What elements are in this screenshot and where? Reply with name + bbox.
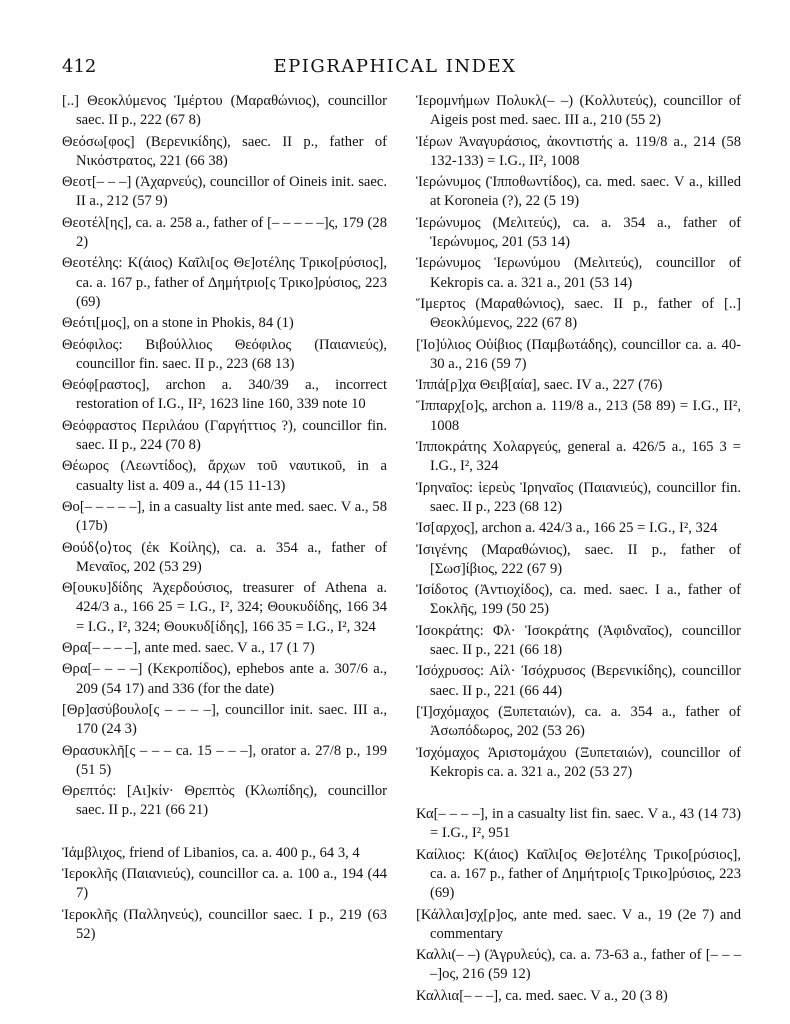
index-entry: [..] Θεοκλύμενος Ἱμέρτου (Μαραθώνιος), councillor saec. II p., 222 (67 8)	[62, 93, 387, 129]
index-entry: Ἱεροκλῆς (Παλληνεύς), councillor saec. I p., 219 (63 52)	[62, 906, 387, 942]
index-entry: Θεοτέλ[ης], ca. a. 258 a., father of [– – – – –]ς, 179 (28 2)	[62, 214, 387, 251]
index-entry: Θεόφραστος Περιλάου (Γαργήττιος ?), councillor fin. saec. II p., 224 (70 8)	[62, 417, 387, 454]
index-entry: Θεόφ[ραστος], archon a. 340/39 a., incorrect restoration of I.G., II², 1623 line 160, 339 note 10	[62, 377, 387, 413]
index-entry: Ἱερομνήμων Πολυκλ(– –) (Κολλυτεύς), councillor of Aigeis post med. saec. III a., 210 (55 2)	[416, 93, 741, 129]
index-entry: Ἱερώνυμος Ἱερωνύμου (Μελιτεύς), councillor of Kekropis ca. a. 321 a., 201 (53 14)	[416, 255, 741, 291]
index-entry: Ἱππά[ρ]χα Θειβ[αία], saec. IV a., 227 (76)	[416, 377, 663, 394]
index-entry: Ἱρηναῖος: ἱερεὺς Ἱρηναῖος (Παιανιεύς), councillor fin. saec. II p., 223 (68 12)	[416, 479, 741, 515]
index-entry: Καλλι(– –) (Ἀγρυλεύς), ca. a. 73-63 a., father of [– – – –]ος, 216 (59 12)	[416, 947, 741, 983]
index-entry: Ἰσχόμαχος Ἀριστομάχου (Ξυπεταιών), councillor of Kekropis ca. a. 321 a., 202 (53 27)	[416, 744, 741, 780]
index-entry: Ἰσιγένης (Μαραθώνιος), saec. II p., father of [Σωσ]ίβιος, 222 (67 9)	[416, 541, 741, 577]
index-entry: Ἱέρων Ἀναγυράσιος, ἀκοντιστής a. 119/8 a., 214 (58 132-133) = I.G., II², 1008	[416, 133, 741, 169]
index-entry: Ἱερώνυμος (Μελιτεύς), ca. a. 354 a., father of Ἱερώνυμος, 201 (53 14)	[416, 214, 741, 251]
index-entry: Θρασυκλῆ[ς – – – ca. 15 – – –], orator a. 27/8 p., 199 (51 5)	[62, 742, 387, 778]
index-entry: Καίλιος: Κ(άιος) Καῖλι[ος Θε]οτέλης Τρικο[ρύσιος], ca. a. 167 p., father of Δημήτριο[ς Τρικο]ρύσιος, 223 (69)	[416, 846, 741, 902]
index-entry: [Ἰ]σχόμαχος (Ξυπεταιών), ca. a. 354 a., father of Ἀσωπόδωρος, 202 (53 26)	[416, 703, 741, 740]
index-entry: Θούδ⟨ο⟩τος (ἐκ Κοίλης), ca. a. 354 a., father of Μεναῖος, 202 (53 29)	[62, 539, 387, 575]
index-entry: Ἰσίδοτος (Ἀντιοχίδος), ca. med. saec. I a., father of Σοκλῆς, 199 (50 25)	[416, 582, 741, 618]
index-entry: [Θρ]ασύβουλο[ς – – – –], councillor init. saec. III a., 170 (24 3)	[62, 701, 387, 738]
index-entry: Ἰσοκράτης: Φλ· Ἰσοκράτης (Ἀφιδναῖος), councillor saec. II p., 221 (66 18)	[416, 622, 741, 659]
running-title: EPIGRAPHICAL INDEX	[273, 56, 517, 77]
index-entry: Θεόσω[φος] (Βερενικίδης), saec. II p., father of Νικόστρατος, 221 (66 38)	[62, 133, 387, 169]
index-entry: Θεοτέλης: Κ(άιος) Καῖλι[ος Θε]οτέλης Τρικο[ρύσιος], ca. a. 167 p., father of Δημήτριο[ς Τρικο]ρύσιος, 223 (69)	[62, 255, 387, 310]
index-entry: Θρεπτός: [Αι]κίν· Θρεπτὸς (Κλωπίδης), councillor saec. II p., 221 (66 21)	[62, 783, 387, 819]
index-entry: Θεόφιλος: Βιβούλλιος Θεόφιλος (Παιανιεύς), councillor fin. saec. II p., 223 (68 13)	[62, 336, 387, 372]
index-entry: Ἱεροκλῆς (Παιανιεύς), councillor ca. a. 100 a., 194 (44 7)	[62, 865, 387, 902]
index-entry: Καλλια[– – –], ca. med. saec. V a., 20 (3 8)	[416, 987, 668, 1004]
index-entry: Ἰάμβλιχος, friend of Libanios, ca. a. 400 p., 64 3, 4	[62, 844, 360, 861]
index-entry: Ἰσόχρυσος: Αἰλ· Ἰσόχρυσος (Βερενικίδης), councillor saec. II p., 221 (66 44)	[416, 663, 741, 699]
left-column	[62, 92, 387, 946]
index-entry: [Ἰο]ύλιος Οὐίβιος (Παμβωτάδης), councillor ca. a. 40-30 a., 216 (59 7)	[416, 336, 741, 372]
index-entry: Θεοτ[– – –] (Ἀχαρνεύς), councillor of Oineis init. saec. II a., 212 (57 9)	[62, 174, 387, 210]
index-entry: Ἵππαρχ[ο]ς, archon a. 119/8 a., 213 (58 89) = I.G., II², 1008	[416, 398, 741, 434]
page-header	[62, 56, 728, 80]
page-number: 412	[62, 56, 97, 77]
index-entry: Θρα[– – – –], ante med. saec. V a., 17 (1 7)	[62, 640, 315, 657]
index-entry: Ἵμερτος (Μαραθώνιος), saec. II p., father of [..] Θεοκλύμενος, 222 (67 8)	[416, 295, 741, 332]
index-entry: Ἰσ[αρχος], archon a. 424/3 a., 166 25 = I.G., I², 324	[416, 520, 718, 537]
index-entry: Θέωρος (Λεωντίδος), ἄρχων τοῦ ναυτικοῦ, in a casualty list a. 409 a., 44 (15 11-13)	[62, 458, 387, 494]
index-entry: [Κάλλαι]σχ[ρ]ος, ante med. saec. V a., 19 (2e 7) and commentary	[416, 906, 741, 942]
index-entry: Ἱερώνυμος (Ἱπποθωντίδος), ca. med. saec. V a., killed at Koroneia (?), 22 (5 19)	[416, 174, 741, 210]
index-entry: Ἱπποκράτης Χολαργεύς, general a. 426/5 a., 165 3 = I.G., I², 324	[416, 439, 741, 475]
index-entry: Θ[ουκυ]δίδης Ἀχερδούσιος, treasurer of Athena a. 424/3 a., 166 25 = I.G., I², 324; Θουκυδίδης, 166 34 = I.G., I², 324; Θουκυδ[ίδης], 166 35 = I.G., I², 324	[62, 580, 387, 635]
index-entry: Θεότι[μος], on a stone in Phokis, 84 (1)	[62, 315, 294, 332]
index-entry: Θρα[– – – –] (Κεκροπίδος), ephebos ante a. 307/6 a., 209 (54 17) and 336 (for the date)	[62, 661, 387, 697]
index-entry: Κα[– – – –], in a casualty list fin. saec. V a., 43 (14 73) = I.G., I², 951	[416, 806, 741, 842]
index-entry: Θο[– – – – –], in a casualty list ante med. saec. V a., 58 (17b)	[62, 498, 387, 535]
right-column	[416, 92, 741, 1008]
